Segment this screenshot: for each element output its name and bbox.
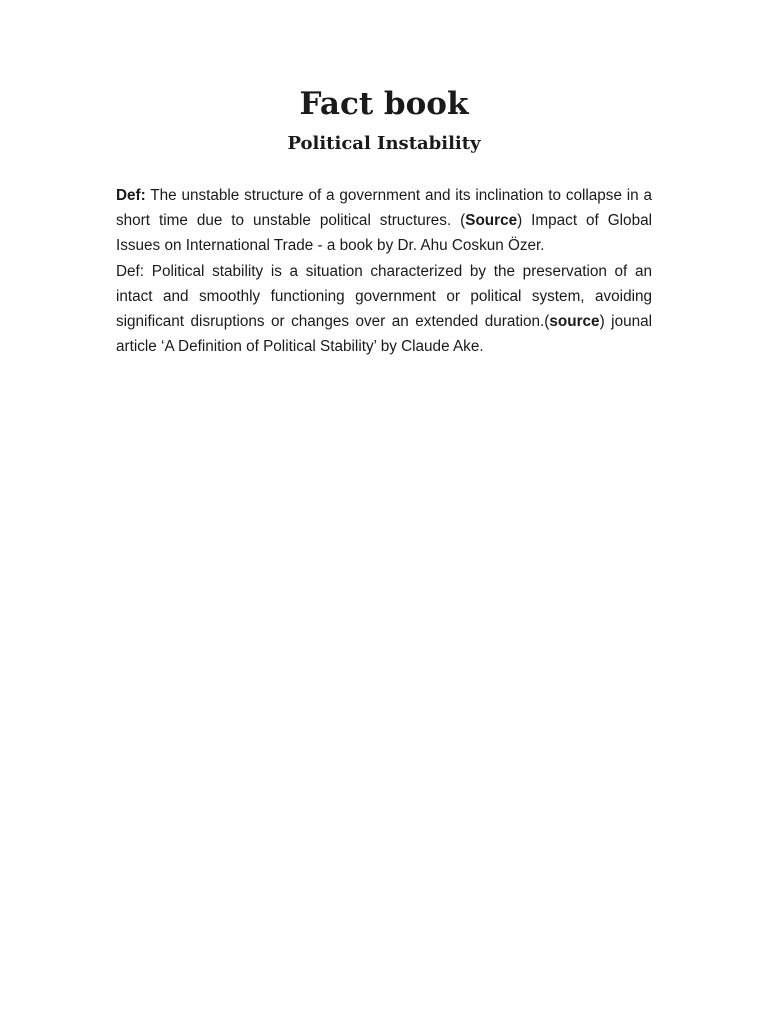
source-label: Source [465,212,518,230]
definition-paragraph-1 [116,183,652,259]
document-title: Fact book [299,86,469,122]
definition-paragraph-2 [116,259,652,360]
source-text: ) Impact of Global Issues on International Trade - a book by Dr. Ahu Coskun Özer. [116,212,652,255]
document-page [116,0,652,359]
source-text: ) jounal article ‘A Definition of Political Stability’ by Claude Ake. [116,313,652,356]
definition-label: Def: [116,187,146,204]
document-body [116,183,652,359]
definition-text: Def: Political stability is a situation characterized by the preservation of an intact and smoothly functioning government or political system, avoiding significant disruptions or changes over an extended duration.( [116,262,652,331]
document-subtitle: Political Instability [287,133,481,154]
source-label: source [549,313,600,331]
definition-text: The unstable structure of a government and its inclination to collapse in a short time due to unstable political structures. ( [116,187,652,230]
